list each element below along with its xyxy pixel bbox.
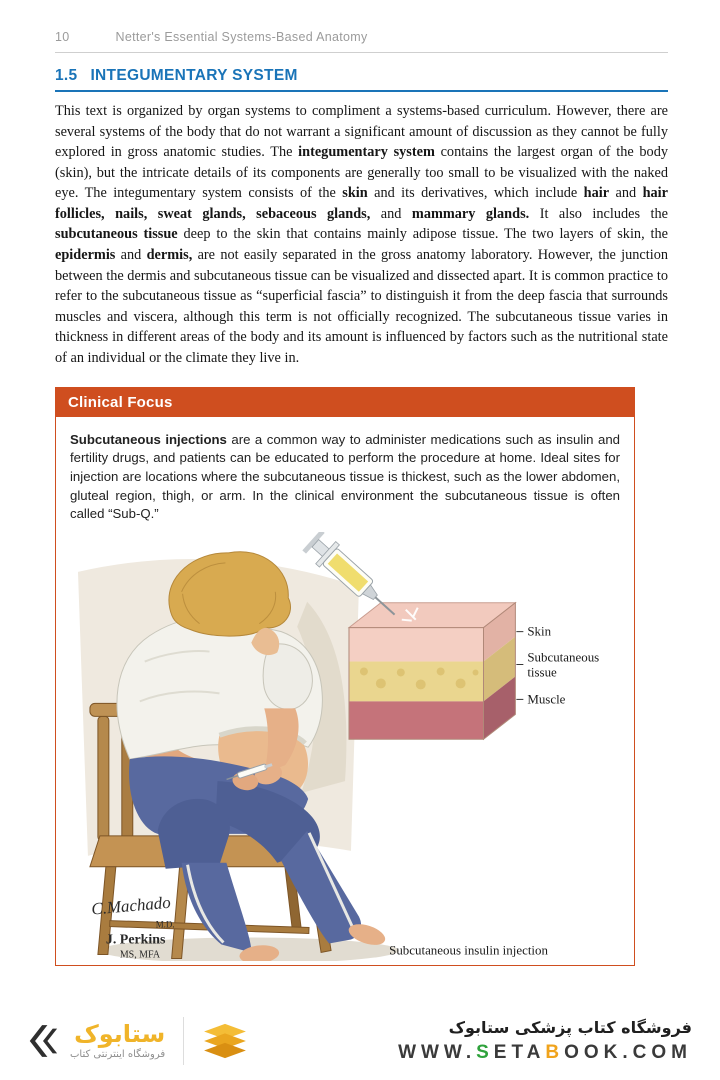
page-number: 10 <box>55 30 70 44</box>
section-title: INTEGUMENTARY SYSTEM <box>90 67 298 84</box>
label-skin: Skin <box>527 623 552 639</box>
figure-caption: Subcutaneous insulin injection <box>389 942 548 958</box>
label-subcutaneous-line2: tissue <box>527 664 557 680</box>
website-url: WWW.SETABOOK.COM <box>398 1042 692 1063</box>
clinical-focus-title: Clinical Focus <box>68 393 173 411</box>
clinical-figure <box>70 532 620 960</box>
page-header <box>55 30 668 52</box>
artist-signature: C.Machado <box>90 892 172 919</box>
clinical-focus-box <box>55 387 635 966</box>
section-heading <box>55 67 668 92</box>
label-subcutaneous-line1: Subcutaneous <box>527 649 600 665</box>
clinical-focus-text: Subcutaneous injections are a common way to administer medications such as insulin and fertility drugs, and patients can be educated to perform the procedure at home. Ideal sites for injection are locations where the subcutaneous tissue is thickest, such as the lower abdomen, gluteal region, thigh, or arm. In the clinical environment the subcutaneous tissue is often called “Sub-Q.” <box>70 431 621 522</box>
book-layers-icon <box>202 1022 248 1060</box>
figure-labels <box>516 624 599 707</box>
running-title: Netter's Essential Systems-Based Anatomy <box>115 30 368 44</box>
setabook-logo-tagline: فروشگاه اینترنتی کتاب <box>70 1049 166 1061</box>
footer-divider <box>183 1017 184 1065</box>
store-title: فروشگاه کتاب پزشکی ستابوک <box>448 1018 692 1037</box>
header-rule <box>55 52 668 53</box>
logo-chevron-icon <box>28 1022 58 1060</box>
label-muscle: Muscle <box>527 691 566 707</box>
artist-degrees: MS, MFA <box>119 949 161 961</box>
section-number: 1.5 <box>55 67 78 84</box>
artist-name: J. Perkins <box>105 932 166 948</box>
setabook-logo-text: ستابوک <box>74 1019 166 1048</box>
artist-signature-degree: M.D. <box>155 919 175 930</box>
intro-paragraph: This text is organized by organ systems to compliment a systems-based curriculum. However, there are several systems of the body that do not warrant a significant amount of discussion as they cannot be fully explored in gross anatomic studies. The integumentary system contains the largest organ of the body (skin), but the intricate details of its components are generally too small to be visualized with the naked eye. The integumentary system consists of the skin and its derivatives, which include hair and hair follicles, nails, sweat glands, sebaceous glands, and mammary glands. It also includes the subcutaneous tissue deep to the skin that contains mainly adipose tissue. The two layers of skin, the epidermis and dermis, are not easily separated in the gross anatomy laboratory. However, the junction between the dermis and subcutaneous tissue can be visualized and dissected apart. It is common practice to refer to the subcutaneous tissue as “superficial fascia” to distinguish it from the deep fascia that surrounds muscles and viscera, although this term is not officially recognized. The subcutaneous tissue varies in thickness in different areas of the body and its amount is influenced by factors such as the nutritional state of an individual or the climate they live in. <box>55 103 669 366</box>
clinical-focus-body <box>56 417 634 965</box>
clinical-focus-header <box>56 388 634 417</box>
footer-store-info <box>398 1018 692 1064</box>
footer-branding <box>0 1002 720 1080</box>
footer-logo-group <box>28 1017 248 1065</box>
